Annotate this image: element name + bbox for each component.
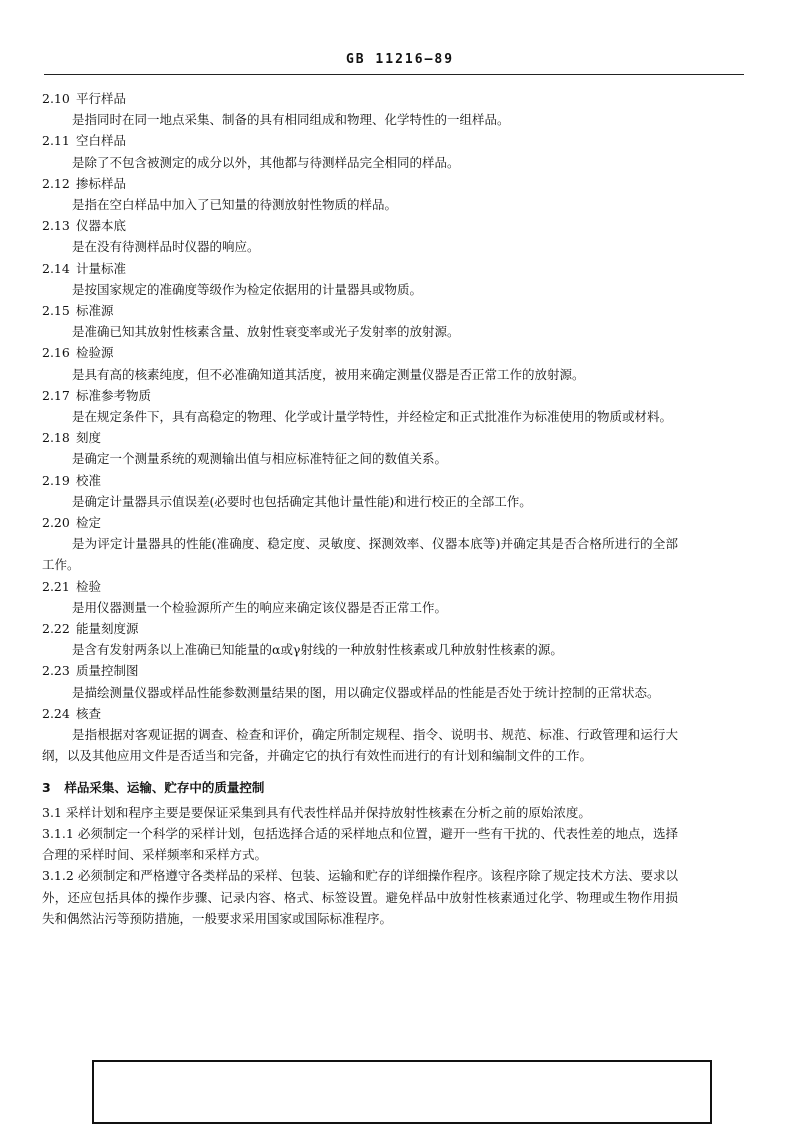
definition-heading — [42, 88, 678, 109]
definition-term: 检验 — [76, 578, 102, 594]
definition-text: 是指在空白样品中加入了已知量的待测放射性物质的样品。 — [72, 197, 398, 213]
definition-heading — [42, 130, 678, 151]
definition-text: 是按国家规定的准确度等级作为检定依据用的计量器具或物质。 — [72, 281, 423, 297]
clause-paragraph — [42, 823, 678, 865]
definition-number: 2.19 — [42, 472, 70, 488]
definition-heading — [42, 385, 678, 406]
definition-text: 是准确已知其放射性核素含量、放射性衰变率或光子发射率的放射源。 — [72, 324, 460, 340]
definition-section — [42, 130, 678, 172]
clause-text: 必须制定一个科学的采样计划，包括选择合适的采样地点和位置，避开一些有干扰的、代表性差的地点，选择合理的采样时间、采样频率和采样方式。 — [42, 825, 678, 863]
definition-text: 是含有发射两条以上准确已知能量的α或γ射线的一种放射性核素或几种放射性核素的源。 — [72, 642, 563, 658]
clause-text: 采样计划和程序主要是要保证采集到具有代表性样品并保持放射性核素在分析之前的原始浓度。 — [65, 804, 591, 820]
definition-number: 2.18 — [42, 430, 70, 446]
definition-number: 2.22 — [42, 621, 70, 637]
definition-number: 2.24 — [42, 705, 70, 721]
definition-section — [42, 660, 678, 702]
clause-paragraph — [42, 865, 678, 929]
definition-term: 校准 — [76, 472, 102, 488]
definition-text: 是在没有待测样品时仪器的响应。 — [72, 239, 260, 255]
definition-number: 2.11 — [42, 133, 70, 149]
definition-section — [42, 618, 678, 660]
definition-text: 是在规定条件下，具有高稳定的物理、化学或计量学特性，并经检定和正式批准作为标准使用的物质或材料。 — [72, 409, 673, 425]
definition-section — [42, 342, 678, 384]
definition-number: 2.14 — [42, 260, 70, 276]
definition-number: 2.13 — [42, 218, 70, 234]
definition-heading — [42, 342, 678, 363]
chapter-paragraphs — [42, 802, 678, 929]
definition-section — [42, 703, 678, 767]
definition-term: 标准参考物质 — [76, 387, 152, 403]
definition-term: 掺标样品 — [76, 175, 127, 191]
definition-number: 2.10 — [42, 91, 70, 106]
definition-heading — [42, 173, 678, 194]
definition-heading — [42, 215, 678, 236]
definition-section — [42, 512, 678, 576]
definition-term: 质量控制图 — [76, 663, 139, 679]
clause-text: 必须制定和严格遵守各类样品的采样、包装、运输和贮存的详细操作程序。该程序除了规定技术方法、要求以外，还应包括具体的操作步骤、记录内容、格式、标签设置。避免样品中放射性核素通过化学、物理或生物作用损失和偶然沾污等预防措施，一般要求采用国家或国际标准程序。 — [42, 868, 678, 926]
definition-term: 平行样品 — [76, 91, 127, 106]
definition-term: 检定 — [76, 515, 102, 531]
definition-term: 标准源 — [76, 303, 114, 319]
definition-text: 是除了不包含被测定的成分以外，其他都与待测样品完全相同的样品。 — [72, 154, 460, 170]
page-bottom-frame — [92, 1060, 712, 1124]
definition-heading — [42, 703, 678, 724]
document-body — [42, 88, 678, 929]
definition-heading — [42, 660, 678, 681]
definition-text: 是指同时在同一地点采集、制备的具有相同组成和物理、化学特性的一组样品。 — [72, 112, 510, 128]
definition-section — [42, 470, 678, 512]
chapter-number: 3 — [42, 779, 51, 795]
definition-section — [42, 385, 678, 427]
definition-heading — [42, 258, 678, 279]
definition-heading — [42, 427, 678, 448]
definition-text: 是指根据对客观证据的调查、检查和评价，确定所制定规程、指令、说明书、规范、标准、行政管理和运行大纲，以及其他应用文件是否适当和完备，并确定它的执行有效性而进行的有计划和编制文件的工作。 — [42, 727, 678, 764]
definition-text: 是为评定计量器具的性能(准确度、稳定度、灵敏度、探测效率、仪器本底等)并确定其是否合格所进行的全部工作。 — [42, 536, 678, 573]
definitions-list — [42, 88, 678, 767]
definition-text: 是用仪器测量一个检验源所产生的响应来确定该仪器是否正常工作。 — [72, 599, 448, 615]
definition-term: 能量刻度源 — [76, 621, 139, 637]
definition-number: 2.17 — [42, 387, 70, 403]
definition-heading — [42, 618, 678, 639]
clause-number: 3.1.1 — [42, 825, 74, 841]
definition-section — [42, 173, 678, 215]
definition-number: 2.23 — [42, 663, 70, 679]
definition-section — [42, 576, 678, 618]
definition-section — [42, 427, 678, 469]
definition-term: 刻度 — [76, 430, 102, 446]
definition-term: 核查 — [76, 705, 102, 721]
definition-number: 2.16 — [42, 345, 70, 361]
clause-number: 3.1 — [42, 804, 62, 820]
chapter-heading — [42, 777, 678, 798]
definition-section — [42, 258, 678, 300]
document-header: GB 11216—89 — [345, 52, 455, 67]
definition-number: 2.21 — [42, 578, 70, 594]
definition-text: 是确定计量器具示值误差(必要时也包括确定其他计量性能)和进行校正的全部工作。 — [72, 493, 532, 509]
chapter-title: 样品采集、运输、贮存中的质量控制 — [64, 779, 265, 795]
definition-heading — [42, 576, 678, 597]
definition-term: 计量标准 — [76, 260, 127, 276]
definition-section — [42, 215, 678, 257]
definition-heading — [42, 300, 678, 321]
clause-paragraph — [42, 802, 678, 823]
clause-number: 3.1.2 — [42, 868, 74, 884]
definition-section — [42, 88, 678, 130]
definition-number: 2.12 — [42, 175, 70, 191]
definition-number: 2.20 — [42, 515, 70, 531]
definition-heading — [42, 512, 678, 533]
definition-text: 是描绘测量仪器或样品性能参数测量结果的图，用以确定仪器或样品的性能是否处于统计控制的正常状态。 — [72, 684, 660, 700]
definition-section — [42, 300, 678, 342]
definition-heading — [42, 470, 678, 491]
definition-text: 是具有高的核素纯度，但不必准确知道其活度，被用来确定测量仪器是否正常工作的放射源。 — [72, 366, 585, 382]
definition-term: 仪器本底 — [76, 218, 127, 234]
definition-term: 空白样品 — [76, 133, 127, 149]
definition-term: 检验源 — [76, 345, 114, 361]
definition-number: 2.15 — [42, 303, 70, 319]
header-rule — [44, 74, 744, 75]
definition-text: 是确定一个测量系统的观测输出值与相应标准特征之间的数值关系。 — [72, 451, 448, 467]
